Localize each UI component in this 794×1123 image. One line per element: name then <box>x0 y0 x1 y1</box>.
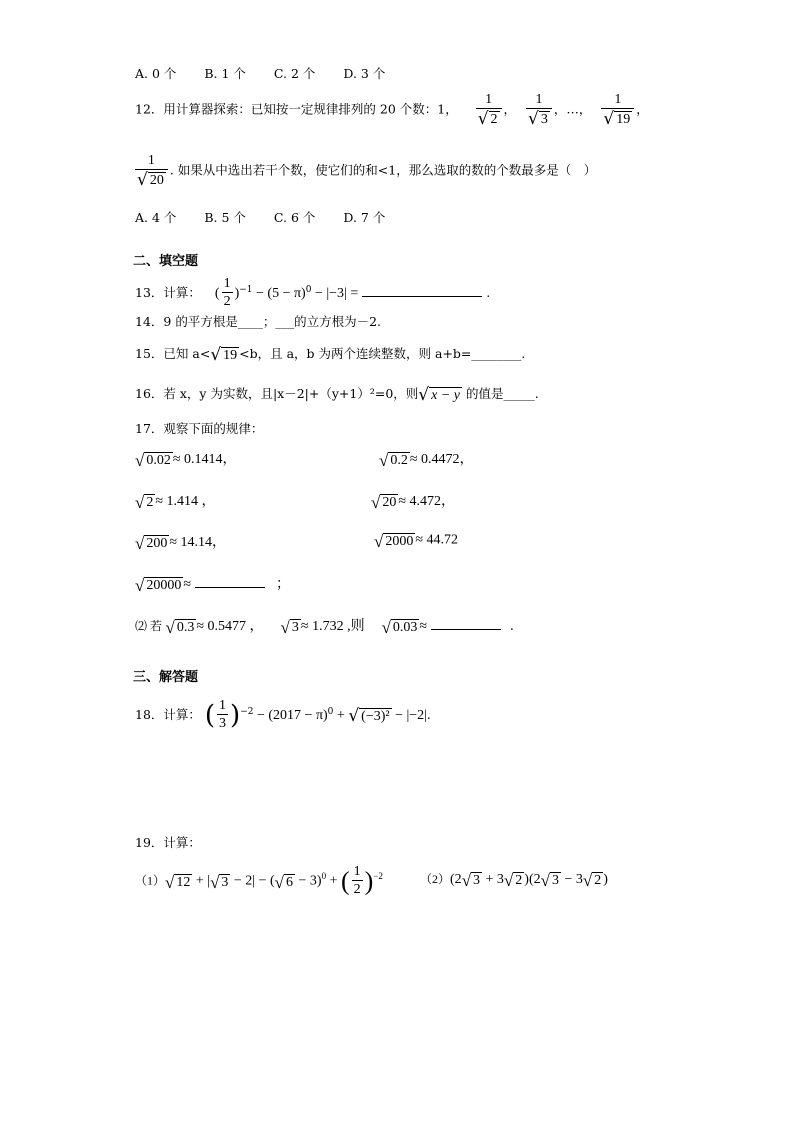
expr: ) <box>603 872 608 887</box>
answer-blank[interactable] <box>431 617 501 630</box>
period: . <box>486 285 491 300</box>
expr: + <box>326 873 341 889</box>
expr: (2 <box>450 872 462 887</box>
option-b: B. 1 个 <box>204 66 246 81</box>
q11-options <box>135 64 385 82</box>
q17-row-3-left: √ 200 ≈ 14.14， <box>135 534 227 554</box>
option-b: B. 5 个 <box>204 210 246 225</box>
radicand: 0.3 <box>176 620 195 636</box>
exponent: −1 <box>239 284 253 295</box>
exponent: −2 <box>240 706 254 717</box>
option-d: D. 7 个 <box>343 210 386 225</box>
fraction-1-sqrt3: 1 √ 3 <box>526 92 552 128</box>
right-paren: ) <box>364 866 374 896</box>
question-13 <box>135 276 490 311</box>
question-12-line2 <box>133 153 596 189</box>
radicand: 200 <box>146 536 168 552</box>
expr: + 3 <box>482 872 504 887</box>
q13-label: 13．计算： <box>135 285 201 300</box>
separator: ， <box>503 101 517 117</box>
q17-row-2-right: √ 20 ≈ 4.472， <box>371 493 456 513</box>
approx-value: ≈ 14.14， <box>169 535 227 550</box>
paren: ) <box>234 286 240 301</box>
expr: − 3) <box>295 873 322 889</box>
expr: + | <box>192 873 211 889</box>
numerator: 1 <box>353 864 361 879</box>
expr: − |−2|. <box>391 708 431 723</box>
fraction-1-sqrt20: 1 √ 20 <box>135 153 168 189</box>
q16-text: 的值是_____. <box>462 386 539 401</box>
radicand: 3 <box>221 875 229 890</box>
q17-row-1-left: √ 0.02 ≈ 0.1414， <box>135 451 237 471</box>
approx-value: ≈ 1.414 ， <box>155 494 216 509</box>
radicand: 2 <box>490 112 498 127</box>
question-15: 15．已知 a< √ 19 <b，且 a，b 为两个连续整数，则 a+b=________. <box>135 345 526 365</box>
denominator: 2 <box>223 294 231 309</box>
denominator: 2 <box>353 882 361 897</box>
question-14: 14．9 的平方根是____；___的立方根为－2. <box>135 314 382 329</box>
question-18: 18．计算： ( $\frac{1}{3}$ )$^{-2} - (2017 - \pi)^0$ + √ (−3)² − |−2|. <box>135 698 431 731</box>
radicand: 19 <box>616 112 631 127</box>
expr: )(2 <box>524 872 541 887</box>
approx-value: ≈ 4.472， <box>398 494 456 509</box>
fraction-1-sqrt2: 1 √ 2 <box>476 92 502 128</box>
part-label: （2） <box>420 872 451 886</box>
radicand: 3 <box>473 873 481 889</box>
answer-blank[interactable] <box>195 575 265 588</box>
expr: + <box>333 708 349 723</box>
radicand: x − y <box>431 388 461 403</box>
radicand: 2 <box>594 873 602 889</box>
left-paren: ( <box>340 866 350 896</box>
approx-value: ≈ 1.732 ,则 <box>300 619 365 634</box>
radicand: 20 <box>382 495 397 511</box>
approx-sign: ≈ <box>183 577 192 592</box>
part-label: ⑵ 若 <box>135 619 163 633</box>
option-c: C. 2 个 <box>273 66 316 81</box>
question-12-line1 <box>135 92 649 128</box>
fraction-one-third <box>217 698 228 733</box>
radicand: 19 <box>223 348 238 363</box>
q15-text: 15．已知 a< <box>135 346 211 361</box>
period: . <box>510 619 514 634</box>
option-c: C. 6 个 <box>273 210 316 225</box>
fraction-half <box>222 276 233 311</box>
numerator: 1 <box>614 92 622 107</box>
radicand: (−3)² <box>361 709 390 724</box>
q12-stem: 12．用计算器探索：已知按一定规律排列的 20 个数：1， <box>135 101 458 117</box>
question-19-label: 19．计算： <box>135 835 201 850</box>
expr: − 2| − ( <box>230 873 275 889</box>
q17-row-3-right: √ 2000 ≈ 44.72 <box>374 532 459 551</box>
approx-value: ≈ 0.4472， <box>409 452 474 467</box>
radicand: 6 <box>286 875 294 890</box>
expr: − (2017 − π) <box>253 708 328 723</box>
option-a: A. 4 个 <box>135 210 177 225</box>
numerator: 1 <box>535 92 543 107</box>
numerator: 1 <box>147 153 155 168</box>
radicand: 0.03 <box>392 620 418 636</box>
q17-row-1-right: √ 0.2 ≈ 0.4472， <box>379 451 474 471</box>
expr: − |−3| = <box>311 286 359 301</box>
expr: − 3 <box>560 872 583 887</box>
part-label: （1） <box>135 873 166 888</box>
q17-part-2: ⑵ 若 √ 0.3 ≈ 0.5477 ， √ 3 ≈ 1.732 ,则 √ 0.03 ≈ . <box>135 618 514 638</box>
numerator: 1 <box>485 92 493 107</box>
denominator: 3 <box>219 716 227 731</box>
radicand: 12 <box>176 875 191 890</box>
ellipsis: ，…， <box>553 101 592 117</box>
radicand: 0.2 <box>390 453 408 469</box>
exponent: −2 <box>373 871 383 882</box>
left-paren: ( <box>204 700 216 731</box>
option-d: D. 3 个 <box>343 66 386 81</box>
section-heading-solve: 三、解答题 <box>133 670 199 685</box>
question-17-title: 17．观察下面的规律： <box>135 421 264 436</box>
fraction-half <box>352 864 363 899</box>
numerator: 1 <box>219 698 227 713</box>
paren: ( <box>214 286 220 301</box>
expr: − (5 − π) <box>252 286 306 301</box>
radicand: 3 <box>551 873 559 889</box>
q17-row-4: √ 20000 ≈ ； <box>135 576 291 596</box>
exponent: 0 <box>327 706 334 717</box>
radicand: 3 <box>540 112 548 127</box>
radicand: 20 <box>149 173 164 188</box>
fraction-1-sqrt19: 1 √ 19 <box>601 92 634 128</box>
answer-blank[interactable] <box>362 284 482 297</box>
approx-value: ≈ 44.72 <box>415 532 459 548</box>
approx-sign: ≈ <box>419 619 428 634</box>
radicand: 2000 <box>385 534 414 549</box>
q16-text: 16．若 x，y 为实数，且|x－2|+（y+1）²=0，则 <box>135 386 419 401</box>
semicolon: ； <box>276 577 291 592</box>
radicand: 2 <box>146 495 154 511</box>
right-paren: ) <box>230 700 241 731</box>
q12-options <box>135 208 385 226</box>
exponent: 0 <box>305 284 312 295</box>
approx-value: ≈ 0.1414， <box>172 452 237 467</box>
q17-row-2-left: √ 2 ≈ 1.414 ， <box>135 493 216 513</box>
q15-text: <b，且 a，b 为两个连续整数，则 a+b=________. <box>239 346 526 361</box>
question-16: 16．若 x，y 为实数，且|x－2|+（y+1）²=0，则 √ x − y 的值是_____. <box>135 385 539 405</box>
option-a: A. 0 个 <box>135 66 177 81</box>
approx-value: ≈ 0.5477 ， <box>196 619 264 634</box>
q18-label: 18．计算： <box>135 707 201 722</box>
radicand: 20000 <box>146 578 182 594</box>
radicand: 2 <box>515 873 523 889</box>
question-19-part-1: （1） √ 12 + | √ 3 − 2| − ( √ 6 − 3)$^0$ + ( $\frac{1}{2}$ )$^{-2}$ <box>135 864 383 897</box>
question-19-part-2: （2）(2 √ 3 + 3 √ 2 )(2 √ 3 − 3 √ 2 ) <box>420 871 608 891</box>
radicand: 3 <box>291 620 299 636</box>
section-heading-fill-in: 二、填空题 <box>133 254 199 269</box>
separator: ， <box>636 101 649 117</box>
q12-stem-b: . 如果从中选出若干个数，使它们的和<1，那么选取的数的个数最多是（ ） <box>169 162 597 178</box>
numerator: 1 <box>223 276 231 291</box>
radicand: 0.02 <box>146 453 171 469</box>
exponent: 0 <box>321 871 327 882</box>
